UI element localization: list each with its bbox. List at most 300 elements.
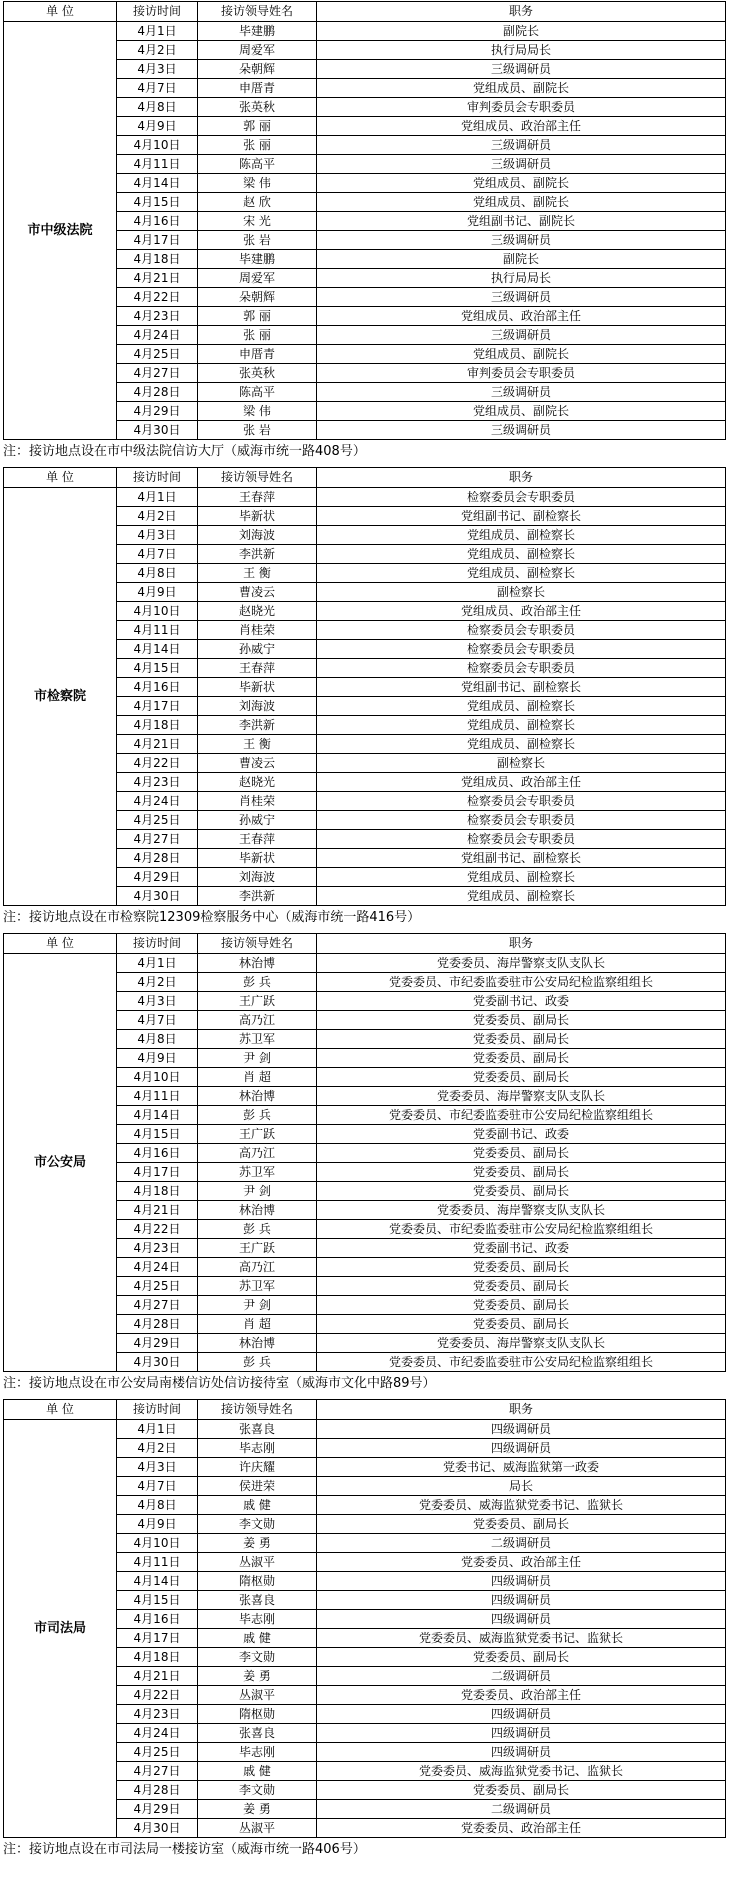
leader-position: 检察委员会专职委员 [317,811,726,830]
reception-date: 4月27日 [117,830,198,849]
leader-name: 申厝青 [198,345,317,364]
leader-position: 四级调研员 [317,1591,726,1610]
leader-position: 党组副书记、副检察长 [317,678,726,697]
leader-name: 林治博 [198,1201,317,1220]
reception-date: 4月9日 [117,583,198,602]
leader-name: 曹凌云 [198,583,317,602]
leader-name: 丛淑平 [198,1686,317,1705]
reception-date: 4月23日 [117,773,198,792]
leader-position: 党组成员、政治部主任 [317,117,726,136]
reception-date: 4月17日 [117,1163,198,1182]
reception-date: 4月3日 [117,60,198,79]
header-leader: 接访领导姓名 [198,1400,317,1420]
reception-date: 4月14日 [117,174,198,193]
leader-name: 尹 剑 [198,1296,317,1315]
leader-position: 党委委员、副局长 [317,1648,726,1667]
reception-date: 4月7日 [117,1011,198,1030]
leader-position: 党委书记、威海监狱第一政委 [317,1458,726,1477]
leader-name: 孙威宁 [198,811,317,830]
reception-date: 4月8日 [117,1030,198,1049]
leader-name: 毕建鹏 [198,250,317,269]
reception-date: 4月22日 [117,288,198,307]
reception-date: 4月30日 [117,887,198,906]
leader-name: 毕新状 [198,507,317,526]
leader-name: 宋 光 [198,212,317,231]
leader-name: 姜 勇 [198,1667,317,1686]
location-note: 注：接访地点设在市中级法院信访大厅（威海市统一路408号） [3,444,366,459]
leader-position: 党委委员、副局长 [317,1049,726,1068]
leader-name: 赵 欣 [198,193,317,212]
leader-name: 彭 兵 [198,1353,317,1372]
leader-name: 苏卫军 [198,1030,317,1049]
leader-position: 党组成员、副检察长 [317,868,726,887]
leader-position: 党委委员、政治部主任 [317,1686,726,1705]
leader-name: 张英秋 [198,98,317,117]
header-unit: 单 位 [4,1400,117,1420]
header-leader: 接访领导姓名 [198,934,317,954]
leader-position: 党委委员、市纪委监委驻市公安局纪检监察组组长 [317,973,726,992]
reception-date: 4月29日 [117,402,198,421]
leader-name: 高乃江 [198,1258,317,1277]
leader-position: 执行局局长 [317,41,726,60]
location-note: 注：接访地点设在市司法局一楼接访室（威海市统一路406号） [3,1842,366,1857]
leader-name: 李文勋 [198,1648,317,1667]
schedule-row [4,22,726,41]
reception-date: 4月29日 [117,1800,198,1819]
header-row [4,468,726,488]
leader-name: 彭 兵 [198,973,317,992]
leader-name: 王 衡 [198,735,317,754]
leader-position: 三级调研员 [317,326,726,345]
leader-position: 局长 [317,1477,726,1496]
leader-name: 姜 勇 [198,1800,317,1819]
leader-name: 尹 剑 [198,1049,317,1068]
leader-name: 毕新状 [198,678,317,697]
reception-date: 4月9日 [117,1515,198,1534]
leader-position: 党委委员、副局长 [317,1781,726,1800]
leader-position: 党组成员、副院长 [317,345,726,364]
leader-name: 高乃江 [198,1011,317,1030]
leader-position: 四级调研员 [317,1705,726,1724]
reception-date: 4月21日 [117,269,198,288]
leader-name: 陈高平 [198,155,317,174]
reception-date: 4月17日 [117,697,198,716]
leader-position: 四级调研员 [317,1420,726,1439]
reception-date: 4月29日 [117,1334,198,1353]
leader-name: 张 丽 [198,136,317,155]
leader-position: 党组副书记、副检察长 [317,507,726,526]
leader-position: 党组成员、副检察长 [317,564,726,583]
header-position: 职务 [317,1400,726,1420]
leader-position: 三级调研员 [317,60,726,79]
reception-date: 4月15日 [117,659,198,678]
reception-date: 4月25日 [117,345,198,364]
leader-position: 四级调研员 [317,1743,726,1762]
header-position: 职务 [317,2,726,22]
leader-position: 党组副书记、副检察长 [317,849,726,868]
header-date: 接访时间 [117,934,198,954]
reception-date: 4月10日 [117,1534,198,1553]
leader-name: 梁 伟 [198,402,317,421]
leader-name: 周爱军 [198,269,317,288]
leader-position: 执行局局长 [317,269,726,288]
leader-name: 苏卫军 [198,1277,317,1296]
leader-name: 王 衡 [198,564,317,583]
unit-schedule-block [0,467,756,933]
header-unit: 单 位 [4,468,117,488]
leader-position: 党委副书记、政委 [317,992,726,1011]
leader-position: 党组成员、副检察长 [317,887,726,906]
reception-date: 4月9日 [117,117,198,136]
reception-date: 4月30日 [117,1353,198,1372]
reception-date: 4月8日 [117,564,198,583]
reception-date: 4月22日 [117,1686,198,1705]
leader-position: 党委副书记、政委 [317,1125,726,1144]
schedule-row [4,1420,726,1439]
leader-name: 王广跃 [198,992,317,1011]
leader-name: 戚 健 [198,1629,317,1648]
reception-date: 4月22日 [117,1220,198,1239]
leader-name: 林治博 [198,954,317,973]
reception-date: 4月24日 [117,792,198,811]
leader-position: 审判委员会专职委员 [317,98,726,117]
schedule-table [3,1399,726,1838]
leader-name: 王春萍 [198,659,317,678]
leader-position: 党组成员、副院长 [317,193,726,212]
header-date: 接访时间 [117,468,198,488]
reception-date: 4月14日 [117,1106,198,1125]
leader-position: 检察委员会专职委员 [317,792,726,811]
reception-date: 4月27日 [117,364,198,383]
reception-date: 4月2日 [117,1439,198,1458]
leader-position: 三级调研员 [317,155,726,174]
leader-position: 党委委员、市纪委监委驻市公安局纪检监察组组长 [317,1353,726,1372]
reception-date: 4月2日 [117,41,198,60]
reception-date: 4月11日 [117,1087,198,1106]
leader-position: 党委委员、副局长 [317,1277,726,1296]
leader-name: 肖桂荣 [198,792,317,811]
leader-name: 刘海波 [198,868,317,887]
leader-position: 党组成员、副检察长 [317,735,726,754]
reception-date: 4月8日 [117,1496,198,1515]
leader-name: 李洪新 [198,545,317,564]
leader-position: 党组成员、副院长 [317,174,726,193]
unit-schedule-block [0,1,756,467]
leader-name: 朵朝辉 [198,60,317,79]
leader-position: 党委委员、副局长 [317,1030,726,1049]
leader-name: 肖 超 [198,1315,317,1334]
leader-name: 高乃江 [198,1144,317,1163]
leader-position: 三级调研员 [317,136,726,155]
leader-name: 申厝青 [198,79,317,98]
reception-date: 4月9日 [117,1049,198,1068]
schedule-table [3,467,726,906]
header-row [4,2,726,22]
unit-name: 市检察院 [4,488,117,906]
leader-position: 二级调研员 [317,1534,726,1553]
leader-position: 党组成员、政治部主任 [317,602,726,621]
reception-date: 4月22日 [117,754,198,773]
header-date: 接访时间 [117,1400,198,1420]
schedule-table [3,1,726,440]
leader-name: 戚 健 [198,1496,317,1515]
leader-name: 彭 兵 [198,1220,317,1239]
reception-date: 4月10日 [117,136,198,155]
leader-name: 孙威宁 [198,640,317,659]
leader-position: 党组成员、副检察长 [317,697,726,716]
leader-position: 三级调研员 [317,383,726,402]
leader-name: 王春萍 [198,488,317,507]
reception-date: 4月27日 [117,1762,198,1781]
leader-position: 检察委员会专职委员 [317,621,726,640]
location-note: 注：接访地点设在市公安局南楼信访处信访接待室（威海市文化中路89号） [3,1376,436,1391]
leader-position: 党委委员、海岸警察支队支队长 [317,954,726,973]
leader-name: 张英秋 [198,364,317,383]
leader-position: 党委委员、副局长 [317,1144,726,1163]
leader-name: 毕新状 [198,849,317,868]
location-note: 注：接访地点设在市检察院12309检察服务中心（威海市统一路416号） [3,910,421,925]
leader-position: 检察委员会专职委员 [317,830,726,849]
reception-date: 4月7日 [117,1477,198,1496]
leader-name: 李洪新 [198,887,317,906]
schedule-table [3,933,726,1372]
leader-position: 审判委员会专职委员 [317,364,726,383]
leader-name: 李文勋 [198,1515,317,1534]
reception-date: 4月24日 [117,1258,198,1277]
leader-position: 三级调研员 [317,231,726,250]
reception-date: 4月30日 [117,421,198,440]
unit-name: 市司法局 [4,1420,117,1838]
leader-position: 党委委员、威海监狱党委书记、监狱长 [317,1629,726,1648]
reception-date: 4月18日 [117,1648,198,1667]
reception-date: 4月23日 [117,1705,198,1724]
reception-date: 4月25日 [117,1743,198,1762]
reception-date: 4月21日 [117,735,198,754]
leader-name: 李洪新 [198,716,317,735]
leader-name: 周爱军 [198,41,317,60]
leader-position: 党委委员、副局长 [317,1296,726,1315]
leader-position: 副检察长 [317,583,726,602]
leader-name: 张 岩 [198,231,317,250]
leader-position: 党委委员、副局长 [317,1515,726,1534]
leader-position: 党委委员、威海监狱党委书记、监狱长 [317,1496,726,1515]
header-position: 职务 [317,468,726,488]
reception-date: 4月17日 [117,1629,198,1648]
header-leader: 接访领导姓名 [198,468,317,488]
leader-name: 郭 丽 [198,307,317,326]
reception-date: 4月1日 [117,488,198,507]
leader-name: 肖桂荣 [198,621,317,640]
leader-position: 党委委员、副局长 [317,1163,726,1182]
leader-position: 副检察长 [317,754,726,773]
reception-date: 4月15日 [117,1125,198,1144]
leader-position: 党组成员、副检察长 [317,716,726,735]
reception-date: 4月7日 [117,79,198,98]
leader-name: 张喜良 [198,1724,317,1743]
leader-position: 四级调研员 [317,1610,726,1629]
leader-position: 党委委员、副局长 [317,1258,726,1277]
leader-position: 二级调研员 [317,1800,726,1819]
leader-position: 党委委员、政治部主任 [317,1819,726,1838]
leader-name: 隋枢勋 [198,1572,317,1591]
unit-name: 市中级法院 [4,22,117,440]
leader-position: 四级调研员 [317,1439,726,1458]
leader-name: 姜 勇 [198,1534,317,1553]
leader-position: 党委委员、海岸警察支队支队长 [317,1201,726,1220]
leader-position: 党委委员、威海监狱党委书记、监狱长 [317,1762,726,1781]
leader-position: 党委委员、海岸警察支队支队长 [317,1087,726,1106]
leader-name: 刘海波 [198,697,317,716]
leader-position: 党委委员、政治部主任 [317,1553,726,1572]
leader-name: 梁 伟 [198,174,317,193]
leader-position: 党委委员、海岸警察支队支队长 [317,1334,726,1353]
reception-date: 4月28日 [117,383,198,402]
leader-name: 肖 超 [198,1068,317,1087]
header-date: 接访时间 [117,2,198,22]
header-row [4,934,726,954]
leader-position: 党组成员、副院长 [317,402,726,421]
unit-schedule-block [0,933,756,1399]
leader-position: 党组成员、政治部主任 [317,307,726,326]
reception-date: 4月18日 [117,250,198,269]
reception-date: 4月11日 [117,1553,198,1572]
schedule-row [4,488,726,507]
leader-position: 党委委员、市纪委监委驻市公安局纪检监察组组长 [317,1106,726,1125]
reception-date: 4月3日 [117,526,198,545]
leader-position: 副院长 [317,250,726,269]
reception-date: 4月24日 [117,326,198,345]
reception-date: 4月10日 [117,1068,198,1087]
leader-name: 赵晓光 [198,773,317,792]
reception-date: 4月16日 [117,1610,198,1629]
leader-position: 党委委员、副局长 [317,1068,726,1087]
leader-name: 毕志刚 [198,1610,317,1629]
leader-name: 尹 剑 [198,1182,317,1201]
header-row [4,1400,726,1420]
leader-name: 张 丽 [198,326,317,345]
leader-position: 二级调研员 [317,1667,726,1686]
leader-name: 李文勋 [198,1781,317,1800]
reception-date: 4月18日 [117,716,198,735]
leader-name: 朵朝辉 [198,288,317,307]
header-leader: 接访领导姓名 [198,2,317,22]
reception-date: 4月23日 [117,307,198,326]
leader-position: 党委委员、市纪委监委驻市公安局纪检监察组组长 [317,1220,726,1239]
leader-position: 四级调研员 [317,1724,726,1743]
leader-position: 四级调研员 [317,1572,726,1591]
reception-date: 4月28日 [117,849,198,868]
leader-position: 检察委员会专职委员 [317,488,726,507]
reception-date: 4月15日 [117,193,198,212]
reception-date: 4月1日 [117,954,198,973]
reception-date: 4月11日 [117,621,198,640]
leader-name: 毕建鹏 [198,22,317,41]
reception-date: 4月17日 [117,231,198,250]
reception-date: 4月15日 [117,1591,198,1610]
header-position: 职务 [317,934,726,954]
leader-position: 党委委员、副局长 [317,1315,726,1334]
leader-name: 张喜良 [198,1420,317,1439]
leader-name: 林治博 [198,1334,317,1353]
reception-date: 4月11日 [117,155,198,174]
schedule-row [4,954,726,973]
reception-date: 4月29日 [117,868,198,887]
reception-date: 4月27日 [117,1296,198,1315]
leader-name: 王春萍 [198,830,317,849]
reception-date: 4月23日 [117,1239,198,1258]
reception-date: 4月8日 [117,98,198,117]
reception-date: 4月1日 [117,1420,198,1439]
leader-position: 党委委员、副局长 [317,1182,726,1201]
reception-date: 4月16日 [117,212,198,231]
leader-name: 张喜良 [198,1591,317,1610]
leader-name: 赵晓光 [198,602,317,621]
leader-position: 党组成员、副检察长 [317,526,726,545]
reception-date: 4月25日 [117,811,198,830]
reception-date: 4月3日 [117,1458,198,1477]
leader-position: 党组成员、副检察长 [317,545,726,564]
unit-name: 市公安局 [4,954,117,1372]
reception-date: 4月10日 [117,602,198,621]
leader-position: 党组成员、副院长 [317,79,726,98]
leader-name: 彭 兵 [198,1106,317,1125]
leader-name: 刘海波 [198,526,317,545]
leader-position: 党组副书记、副院长 [317,212,726,231]
leader-name: 林治博 [198,1087,317,1106]
leader-position: 党组成员、政治部主任 [317,773,726,792]
leader-position: 检察委员会专职委员 [317,640,726,659]
leader-name: 张 岩 [198,421,317,440]
unit-schedule-block [0,1399,756,1865]
header-unit: 单 位 [4,2,117,22]
reception-date: 4月16日 [117,1144,198,1163]
leader-name: 曹凌云 [198,754,317,773]
reception-date: 4月1日 [117,22,198,41]
leader-name: 毕志刚 [198,1743,317,1762]
reception-date: 4月28日 [117,1315,198,1334]
leader-name: 郭 丽 [198,117,317,136]
leader-position: 三级调研员 [317,288,726,307]
leader-name: 丛淑平 [198,1553,317,1572]
leader-name: 毕志刚 [198,1439,317,1458]
reception-date: 4月14日 [117,640,198,659]
reception-date: 4月18日 [117,1182,198,1201]
reception-date: 4月16日 [117,678,198,697]
leader-name: 丛淑平 [198,1819,317,1838]
leader-position: 党委委员、副局长 [317,1011,726,1030]
leader-name: 陈高平 [198,383,317,402]
leader-position: 副院长 [317,22,726,41]
reception-date: 4月3日 [117,992,198,1011]
leader-name: 侯进荣 [198,1477,317,1496]
leader-name: 王广跃 [198,1239,317,1258]
reception-date: 4月25日 [117,1277,198,1296]
leader-name: 王广跃 [198,1125,317,1144]
reception-date: 4月7日 [117,545,198,564]
leader-name: 戚 健 [198,1762,317,1781]
reception-date: 4月2日 [117,973,198,992]
reception-date: 4月28日 [117,1781,198,1800]
leader-name: 苏卫军 [198,1163,317,1182]
reception-date: 4月21日 [117,1667,198,1686]
reception-date: 4月2日 [117,507,198,526]
header-unit: 单 位 [4,934,117,954]
reception-date: 4月30日 [117,1819,198,1838]
reception-date: 4月24日 [117,1724,198,1743]
leader-name: 隋枢勋 [198,1705,317,1724]
leader-position: 党委副书记、政委 [317,1239,726,1258]
leader-position: 检察委员会专职委员 [317,659,726,678]
